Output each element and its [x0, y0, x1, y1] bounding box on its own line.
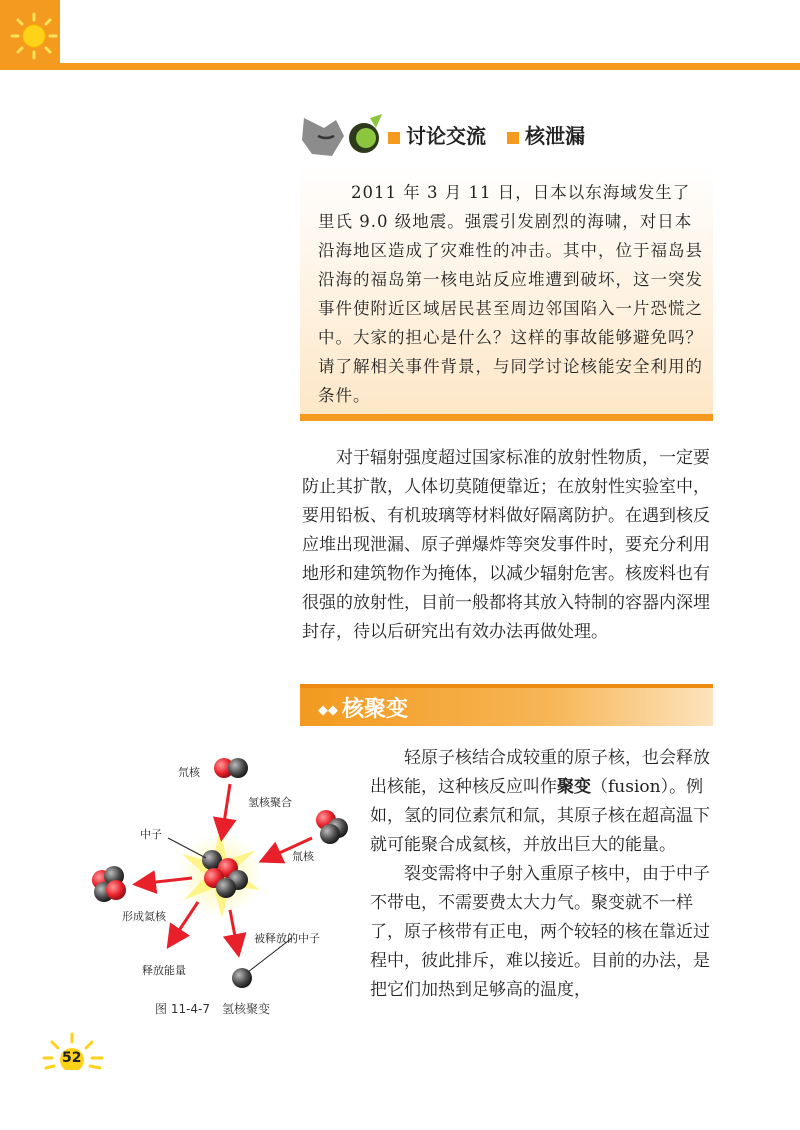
label-fusion: 氢核聚合 — [248, 796, 292, 809]
square-bullet-icon — [507, 132, 519, 144]
figure-caption: 图 11-4-7 氢核聚变 — [155, 1002, 271, 1016]
section-heading-rule — [300, 684, 713, 688]
fusion-text — [370, 744, 715, 1005]
helium-nucleus — [92, 866, 126, 902]
header-line — [60, 63, 800, 70]
square-bullet-icon — [388, 132, 400, 144]
discussion-title — [388, 120, 585, 149]
arrow-neutron-out — [230, 910, 238, 952]
fusion-figure — [80, 740, 360, 1030]
discussion-mascot-icon — [296, 110, 391, 160]
fusion-term: 聚变 — [557, 777, 591, 797]
diamond-icon: ◆◆ — [318, 702, 338, 718]
label-released-neutron: 被释放的中子 — [254, 932, 320, 945]
label-tritium: 氚核 — [292, 850, 314, 863]
label-deuterium: 氘核 — [178, 766, 200, 779]
body-paragraph: 对于辐射强度超过国家标准的放射性物质，一定要防止其扩散，人体切莫随便靠近；在放射性实验室中，要用铅板、有机玻璃等材料做好隔离防护。在遇到核反应堆出现泄漏、原子弹爆炸等突发事件时，要充分利用地形和建筑物作为掩体，以减少辐射危害。核废料也有很强的放射性，目前一般都将其放入特制的容器内深埋封存，待以后研究出有效办法再做处理。 — [302, 448, 710, 642]
section-heading — [318, 692, 408, 723]
fusion-diagram — [80, 740, 360, 1010]
discussion-topic: 核泄漏 — [524, 124, 585, 148]
fusion-p1-before: 轻原子核结合成较重的原子核，也会释放出核能，这种核反应叫作 — [370, 748, 710, 797]
arrow-deuterium-in — [222, 784, 230, 836]
deuterium-nucleus — [214, 758, 248, 778]
discussion-box-bottom-rule — [300, 414, 713, 421]
discussion-paragraph: 2011 年 3 月 11 日，日本以东海域发生了里氏 9.0 级地震。强震引发剧烈的海啸，对日本沿海地区造成了灾难性的冲击。其中，位于福岛县沿海的福岛第一核电站反应堆遭到破坏，这一突发事件使附近区域居民甚至周边邻国陷入一片恐慌之中。大家的担心是什么？这样的事故能够避免吗？请了解相关事件背景，与同学讨论核能安全利用的条件。 — [318, 183, 703, 405]
discussion-label: 讨论交流 — [406, 124, 486, 148]
page-number-badge — [40, 1030, 110, 1070]
sun-icon — [8, 8, 60, 60]
fusion-paragraph-1 — [370, 744, 715, 860]
section-title-text: 核聚变 — [342, 697, 409, 722]
arrow-energy-out — [170, 902, 198, 944]
fusion-p1-after: （fusion）。例如，氢的同位素氘和氚，其原子核在超高温下就可能聚合成氦核，并放出巨大的能量。 — [370, 777, 710, 855]
section-heading-bar — [300, 684, 713, 726]
label-energy: 释放能量 — [142, 964, 186, 977]
label-helium: 形成氦核 — [122, 910, 166, 923]
label-neutron: 中子 — [140, 828, 162, 841]
tritium-nucleus — [316, 810, 348, 844]
page-header-bar — [0, 0, 800, 72]
fusion-paragraph-2: 裂变需将中子射入重原子核中，由于中子不带电，不需要费太大力气。聚变就不一样了，原子核带有正电，两个较轻的核在靠近过程中，彼此排斥，难以接近。目前的办法，是把它们加热到足够高的温度， — [370, 864, 710, 1000]
page-number: 52 — [62, 1050, 82, 1066]
discussion-header — [296, 110, 716, 160]
